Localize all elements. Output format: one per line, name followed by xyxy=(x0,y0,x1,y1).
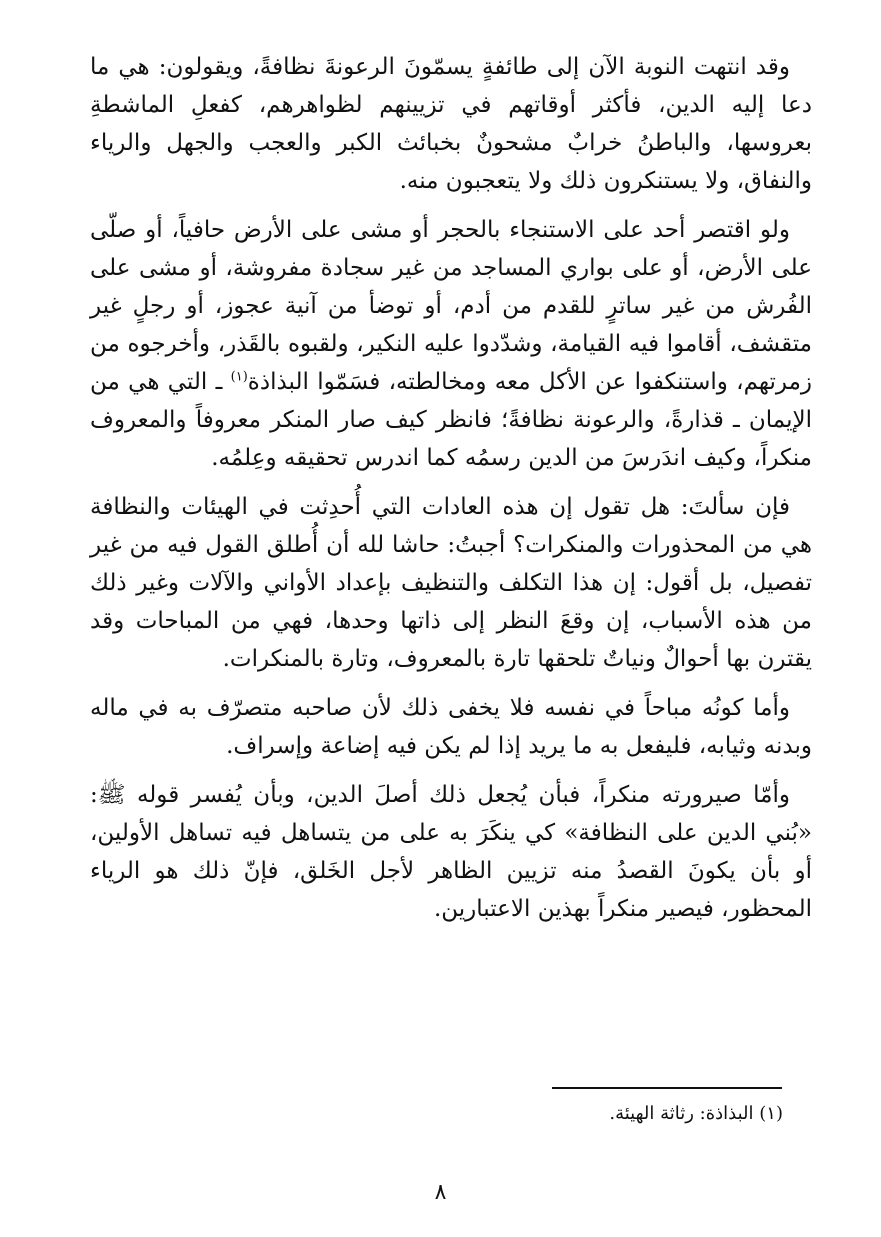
paragraph-2-text-b: ـ التي هي من الإيمان ـ قذارةً، والرعونة نظافةً؛ فانظر كيف صار المنكر معروفاً والمعروف منكراً، وكيف اندَرسَ من الدين رسمُه كما اندرس تحقيقه وعِلمُه. xyxy=(90,369,812,471)
paragraph-2-text-a: ولو اقتصر أحد على الاستنجاء بالحجر أو مشى على الأرض حافياً، أو صلّى على الأرض، أو على بواري المساجد من غير سجادة مفروشة، أو مشى على الفُرش من غير ساترٍ للقدم من أدم، أو توضأ من آنية عجوز، أو رجلٍ غير متقشف، أقاموا فيه القيامة، وشدّدوا عليه النكير، ولقبوه بالقَذر، وأخرجوه من زمرتهم، واستنكفوا عن الأكل معه ومخالطته، فسَمّوا البذاذة xyxy=(90,217,813,395)
page-number: ٨ xyxy=(434,1180,447,1205)
footnote-divider xyxy=(552,1087,782,1089)
paragraph-2 xyxy=(90,211,812,477)
footnote-1: (١) البذاذة: رثاثة الهيئة. xyxy=(609,1103,783,1124)
paragraph-5: وأمّا صيرورته منكراً، فبأن يُجعل ذلك أصلَ الدين، وبأن يُفسر قوله ﷺ: «بُني الدين على النظافة» كي ينكَرَ به على من يتساهل فيه تساهل الأولين، أو بأن يكونَ القصدُ منه تزيين الظاهر لأجل الخَلق، فإنّ ذلك هو الرياء المحظور، فيصير منكراً بهذين الاعتبارين. xyxy=(90,782,812,922)
paragraph-1: وقد انتهت النوبة الآن إلى طائفةٍ يسمّونَ الرعونةَ نظافةً، ويقولون: هي ما دعا إليه الدين، فأكثر أوقاتهم في تزيينهم لظواهرهم، كفعلِ الماشطةِ بعروسها، والباطنُ خرابٌ مشحونٌ بخبائث الكبر والعجب والجهل والرياء والنفاق، ولا يستنكرون ذلك ولا يتعجبون منه. xyxy=(90,54,812,194)
footnote-reference-1: (١) xyxy=(230,369,248,385)
paragraph-4: وأما كونُه مباحاً في نفسه فلا يخفى ذلك لأن صاحبه متصرّف به في ماله وبدنه وثيابه، فليفعل به ما يريد إذا لم يكن فيه إضاعة وإسراف. xyxy=(90,695,812,759)
paragraph-3: فإن سألتَ: هل تقول إن هذه العادات التي أُحدِثت في الهيئات والنظافة هي من المحذورات والمنكرات؟ أجبتُ: حاشا لله أن أُطلق القول فيه من غير تفصيل، بل أقول: إن هذا التكلف والتنظيف بإعداد الأواني والآلات وغير ذلك من هذه الأسباب، إن وقعَ النظر إلى ذاتها وحدها، فهي من المباحات وقد يقترن بها أحوالٌ ونياتٌ تلحقها تارة بالمعروف، وتارة بالمنكرات. xyxy=(90,494,812,672)
page-body xyxy=(90,48,812,939)
